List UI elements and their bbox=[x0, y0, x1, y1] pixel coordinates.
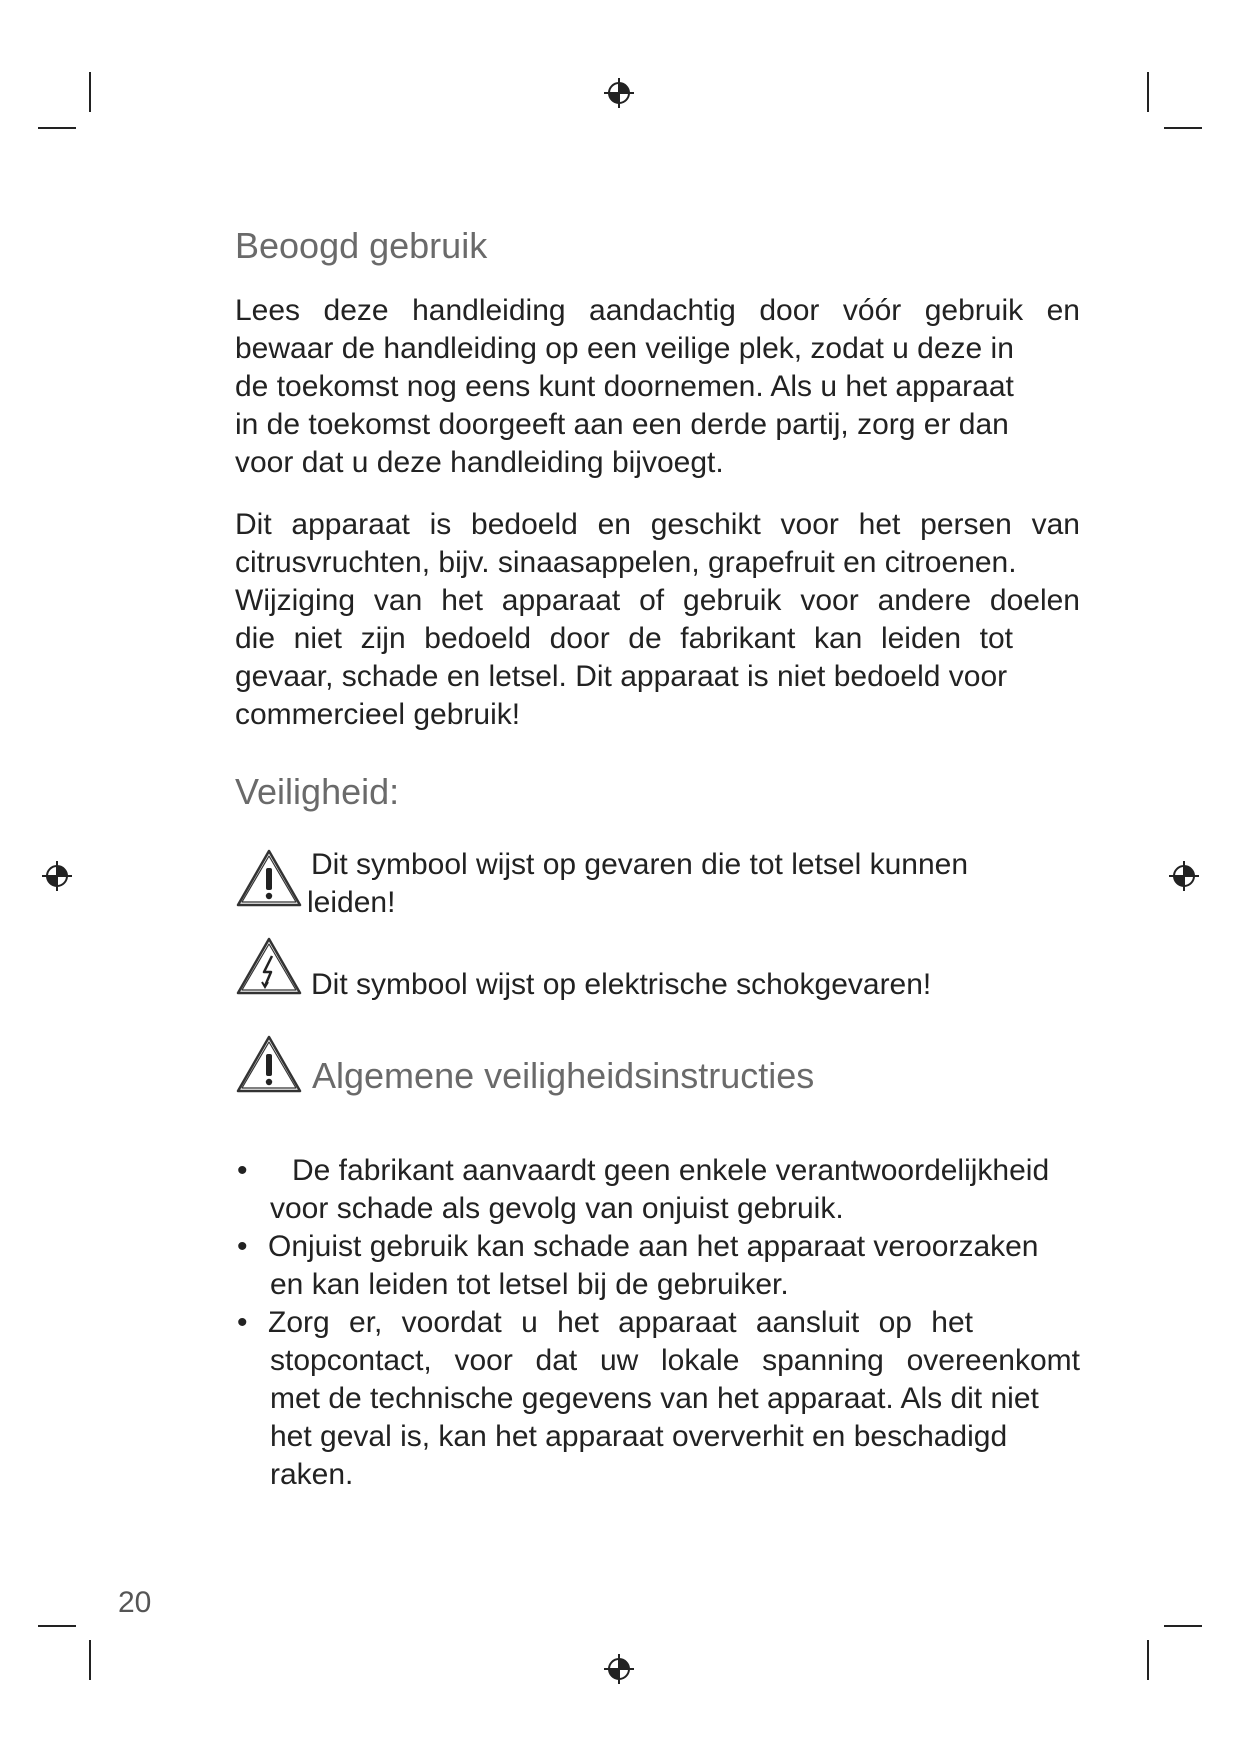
list-item bbox=[235, 1152, 1080, 1228]
list-item-line: Zorg er, voordat u het apparaat aansluit op het bbox=[268, 1306, 973, 1339]
paragraph-line: die niet zijn bedoeld door de fabrikant kan leiden tot bbox=[235, 622, 1013, 655]
paragraph-line: voor dat u deze handleiding bijvoegt. bbox=[235, 446, 724, 479]
paragraph-line: bewaar de handleiding op een veilige plek, zodat u deze in bbox=[235, 332, 1014, 365]
paragraph-line: citrusvruchten, bijv. sinaasappelen, grapefruit en citroenen. bbox=[235, 546, 1017, 579]
list-item bbox=[235, 1228, 1080, 1304]
warning-exclamation-icon bbox=[235, 1034, 303, 1094]
paragraph-line: Dit apparaat is bedoeld en geschikt voor het persen van bbox=[235, 508, 1080, 541]
bullet-icon: • bbox=[237, 1230, 248, 1263]
crop-mark-bottom-right-vertical bbox=[1147, 1640, 1149, 1680]
list-item-line: stopcontact, voor dat uw lokale spanning overeenkomt bbox=[270, 1344, 1080, 1377]
safety-instructions-list bbox=[235, 1152, 1080, 1494]
intended-use-paragraph-1 bbox=[235, 292, 1080, 482]
safety-section bbox=[235, 770, 1080, 814]
crop-mark-bottom-left-horizontal bbox=[38, 1625, 76, 1627]
list-item-line: Onjuist gebruik kan schade aan het apparaat veroorzaken bbox=[268, 1230, 1039, 1263]
crop-mark-top-left-vertical bbox=[89, 72, 91, 112]
general-instructions-heading-row bbox=[235, 1034, 1080, 1104]
page-number: 20 bbox=[118, 1586, 152, 1619]
crop-mark-bottom-right-horizontal bbox=[1164, 1625, 1202, 1627]
paragraph-line: commercieel gebruik! bbox=[235, 698, 521, 731]
intended-use-paragraph-2 bbox=[235, 506, 1080, 734]
intended-use-heading: Beoogd gebruik bbox=[235, 225, 488, 266]
paragraph-line: de toekomst nog eens kunt doornemen. Als u het apparaat bbox=[235, 370, 1014, 403]
list-item-line: en kan leiden tot letsel bij de gebruiker. bbox=[270, 1268, 789, 1301]
warning-line: Dit symbool wijst op gevaren die tot letsel kunnen bbox=[311, 848, 969, 881]
safety-heading: Veiligheid: bbox=[235, 771, 400, 812]
electric-warning-row bbox=[235, 936, 1080, 1006]
bullet-icon: • bbox=[237, 1306, 248, 1339]
paragraph-line: in de toekomst doorgeeft aan een derde partij, zorg er dan bbox=[235, 408, 1009, 441]
list-item-line: het geval is, kan het apparaat oververhit en beschadigd bbox=[270, 1420, 1008, 1453]
electric-warning-text: Dit symbool wijst op elektrische schokgevaren! bbox=[311, 968, 932, 1001]
paragraph-line: Wijziging van het apparaat of gebruik voor andere doelen bbox=[235, 584, 1080, 617]
registration-mark-icon bbox=[603, 1653, 635, 1685]
crop-mark-bottom-left-vertical bbox=[89, 1640, 91, 1680]
general-instructions-heading: Algemene veiligheidsinstructies bbox=[312, 1055, 815, 1096]
paragraph-line: Lees deze handleiding aandachtig door vóór gebruik en bbox=[235, 294, 1080, 327]
general-warning-row bbox=[235, 846, 1080, 926]
list-item-line: met de technische gegevens van het apparaat. Als dit niet bbox=[270, 1382, 1039, 1415]
general-warning-text bbox=[235, 846, 1080, 922]
list-item-line: De fabrikant aanvaardt geen enkele verantwoordelijkheid bbox=[292, 1154, 1050, 1187]
registration-mark-icon bbox=[41, 860, 73, 892]
intended-use-section bbox=[235, 224, 1080, 268]
list-item-line: voor schade als gevolg van onjuist gebruik. bbox=[270, 1192, 844, 1225]
crop-mark-top-right-vertical bbox=[1147, 72, 1149, 112]
list-item bbox=[235, 1304, 1080, 1494]
electric-shock-warning-icon bbox=[235, 936, 303, 996]
list-item-line: raken. bbox=[270, 1458, 354, 1491]
crop-mark-top-right-horizontal bbox=[1164, 127, 1202, 129]
registration-mark-icon bbox=[603, 77, 635, 109]
warning-line: leiden! bbox=[307, 886, 396, 919]
bullet-icon: • bbox=[237, 1154, 248, 1187]
paragraph-line: gevaar, schade en letsel. Dit apparaat is niet bedoeld voor bbox=[235, 660, 1008, 693]
crop-mark-top-left-horizontal bbox=[38, 127, 76, 129]
registration-mark-icon bbox=[1168, 860, 1200, 892]
